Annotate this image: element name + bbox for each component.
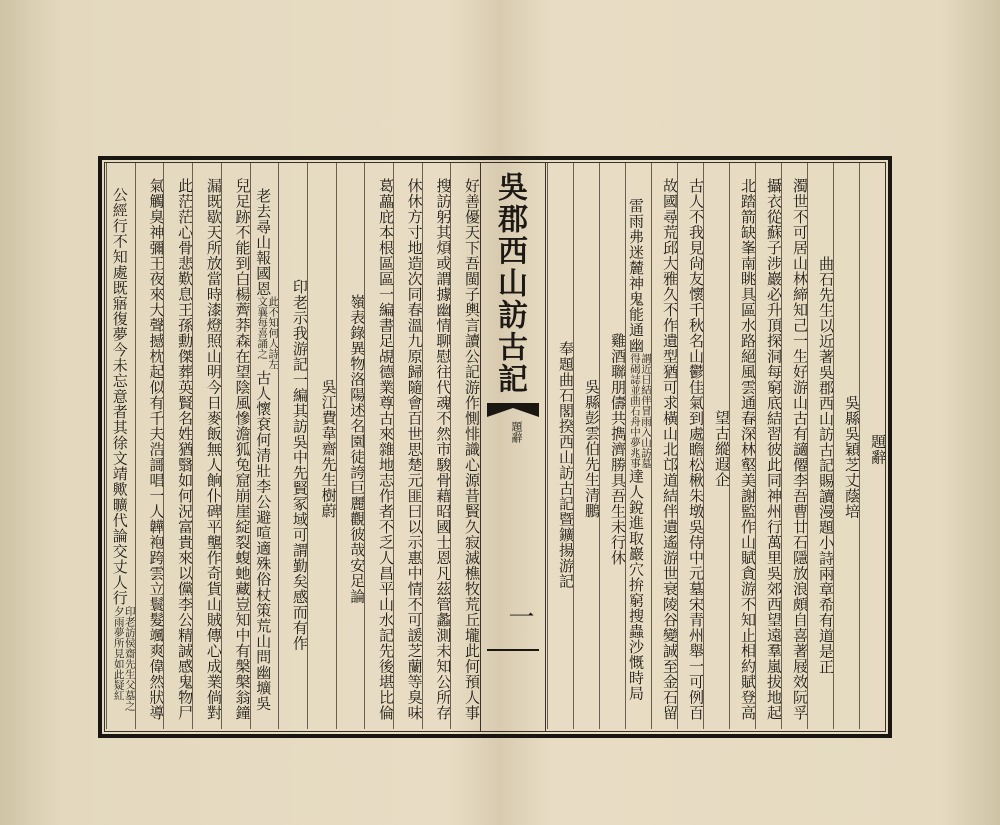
section-label: 題辭 <box>510 421 523 443</box>
column-text <box>548 309 573 589</box>
column-text <box>394 178 422 721</box>
text-column <box>625 163 651 729</box>
text-column <box>859 163 885 729</box>
column-text <box>730 178 755 721</box>
inline-annotation: 此不知何人詩左文襄每喜誦之 <box>256 296 280 370</box>
verse-text: 兒足跡不能到白楊薺莽森在望陰風慘澹狐兔窟崩崖綻裂蝮虵藏豈知中有槃槃翁鐘 <box>233 177 252 721</box>
text-column <box>422 163 451 729</box>
verse-text: 吳江費韋齋先生樹蔚 <box>319 379 338 519</box>
verse-text: 嶺表錄異物洛陽述名園徒誇巨麗觀彼哉安足論 <box>348 294 367 604</box>
verse-text: 氣觸臭神彌王夜來大聲撼枕起似有千夫浩謌唱一人韡袍跨雲立鬟髮颯爽偉然狀導 <box>147 177 166 721</box>
verse-text: 葛藟庇本根區區一編書足覘德業尊古來雜地志作者不乏人昌平山水記先後堪比倫 <box>376 177 395 721</box>
column-text <box>107 187 135 711</box>
column-text <box>193 178 221 721</box>
text-column <box>250 163 279 729</box>
inline-annotation: 謂近日結伴冒雨入山訪墓得碣誌並曲石舟中夢兆事 <box>629 352 652 468</box>
text-column <box>833 163 859 729</box>
text-column <box>729 163 755 729</box>
text-column <box>163 163 195 729</box>
text-column <box>393 163 422 729</box>
text-column <box>755 163 781 729</box>
column-text <box>337 294 365 604</box>
column-text <box>626 198 651 701</box>
column-text <box>652 178 677 721</box>
verse-text: 老去尋山報國恩 <box>254 187 273 296</box>
verse-text: 此茫茫心骨悲歎息王孫勳傑葬英賢名姓猶翳如何況富貴來以儻李公精誠感鬼物尸 <box>176 177 195 721</box>
column-text <box>136 178 164 721</box>
verse-text: 吳縣彭雲伯先生清鵬 <box>583 379 601 519</box>
verse-text: 雷雨弗迷麓神鬼能通幽 <box>627 197 645 353</box>
verse-text: 濁世不可居山林締知己一生好游山古有讁僊李吾曹廿石隱放浪頗自喜著屐效阮孚 <box>791 177 809 721</box>
verse-text: 北踏箭缺峯南眺具區水路絕風雲通春深林壑美謝監作山賦貪游不知止相約賦登高 <box>739 177 757 721</box>
column-text <box>600 333 625 566</box>
column-text <box>308 379 336 519</box>
column-text <box>222 178 250 721</box>
column-text <box>451 178 479 721</box>
text-column <box>807 163 833 729</box>
book-title: 吳郡西山訪古記 <box>492 171 527 395</box>
text-column <box>651 163 677 729</box>
right-page-text <box>546 163 885 731</box>
column-text <box>860 434 885 465</box>
verse-text: 達人銳進取巖穴拚窮搜蟲沙慨時局 <box>627 468 645 701</box>
column-text <box>423 178 451 721</box>
text-column <box>450 163 479 729</box>
verse-text: 公經行不知處既寤復夢今未忘意者其徐文靖歟曠代論交丈人行 <box>110 187 129 606</box>
verse-text: 奉題曲石閣揆西山訪古記暨鑛揚游記 <box>557 341 575 589</box>
column-text <box>704 410 729 488</box>
verse-text: 休休方寸地造次同春溫九原歸隨會百世思楚元匪曰以示惠中情不可諼芝蘭等臭味 <box>405 177 424 721</box>
text-column <box>677 163 703 729</box>
verse-text: 古人懷袞何清壯李公避喧適殊俗杖策荒山問幽壙吳 <box>254 369 273 711</box>
verse-text: 望古縱遐企 <box>713 410 731 488</box>
verse-text: 雞酒聯朋儔共擕濟勝具吾生未行休 <box>609 332 627 566</box>
text-column <box>573 163 599 729</box>
inline-annotation: 印老訪侯齋先生父墓之夕雨夢所見如此疑紅 <box>112 605 136 711</box>
verse-text: 好善優天下吾閩子輿言讀公記游作惻悱識心源昔賢久寂滅樵牧荒丘壠此何預人事 <box>463 177 481 721</box>
column-text <box>756 178 781 721</box>
verse-text: 搜訪躬其煩或謂據幽情聊慰往代魂不然市駿骨藉昭國士恩凡茲管蠡測未知公所存 <box>434 177 453 721</box>
text-column <box>703 163 729 729</box>
verse-text: 吳縣吳穎芝丈蔭培 <box>843 395 861 519</box>
left-page-text <box>105 163 479 731</box>
fishtail-mark-upper <box>487 403 539 417</box>
page-number: 一 <box>504 603 534 629</box>
text-column <box>336 163 365 729</box>
text-column <box>599 163 625 729</box>
text-column <box>307 163 336 729</box>
verse-text: 印老示我游記一編其訪吳中先賢冢域可謂勤矣感而有作 <box>290 279 309 651</box>
text-column <box>135 163 164 729</box>
column-text <box>574 379 599 519</box>
column-text <box>251 188 279 711</box>
text-column <box>221 163 250 729</box>
verse-text: 題辭 <box>869 433 887 465</box>
text-column <box>547 163 573 729</box>
column-text <box>365 178 393 721</box>
column-text <box>164 177 195 721</box>
verse-text: 漏既歇天所放當時漆燈照山明今日麥飯無人餉仆碑平壟作奇貨山賊傳心成業倘對 <box>204 177 223 721</box>
text-column <box>278 163 307 729</box>
fishtail-mark-lower <box>487 643 539 657</box>
column-text <box>808 224 833 675</box>
column-text <box>834 379 859 519</box>
text-column <box>106 163 135 729</box>
text-column <box>192 163 221 729</box>
center-fold-column <box>480 163 546 731</box>
verse-text: 故國尋荒邱大雅久不作遺型猶可求橫山北邙道結伴遺遙游世衰陵谷變誠至金石留 <box>661 177 679 721</box>
text-column <box>781 163 807 729</box>
text-column <box>364 163 393 729</box>
column-text <box>678 178 703 721</box>
column-text <box>782 178 807 721</box>
verse-text: 古人不我見尙友懷千秋名山鬱佳氣到處瞻松楸朱墩吳侍中元墓宋青州舉一可例百 <box>687 177 705 721</box>
verse-text: 攝衣從蘇子涉巖必升頂探洞每窮底結習彼此同神州行萬里吳郊西望遠羣嵐拔地起 <box>765 177 783 721</box>
column-text <box>279 247 307 651</box>
verse-text: 曲石先生以近著吳郡西山訪古記賜讀漫題小詩兩章希有道是正 <box>817 255 835 675</box>
